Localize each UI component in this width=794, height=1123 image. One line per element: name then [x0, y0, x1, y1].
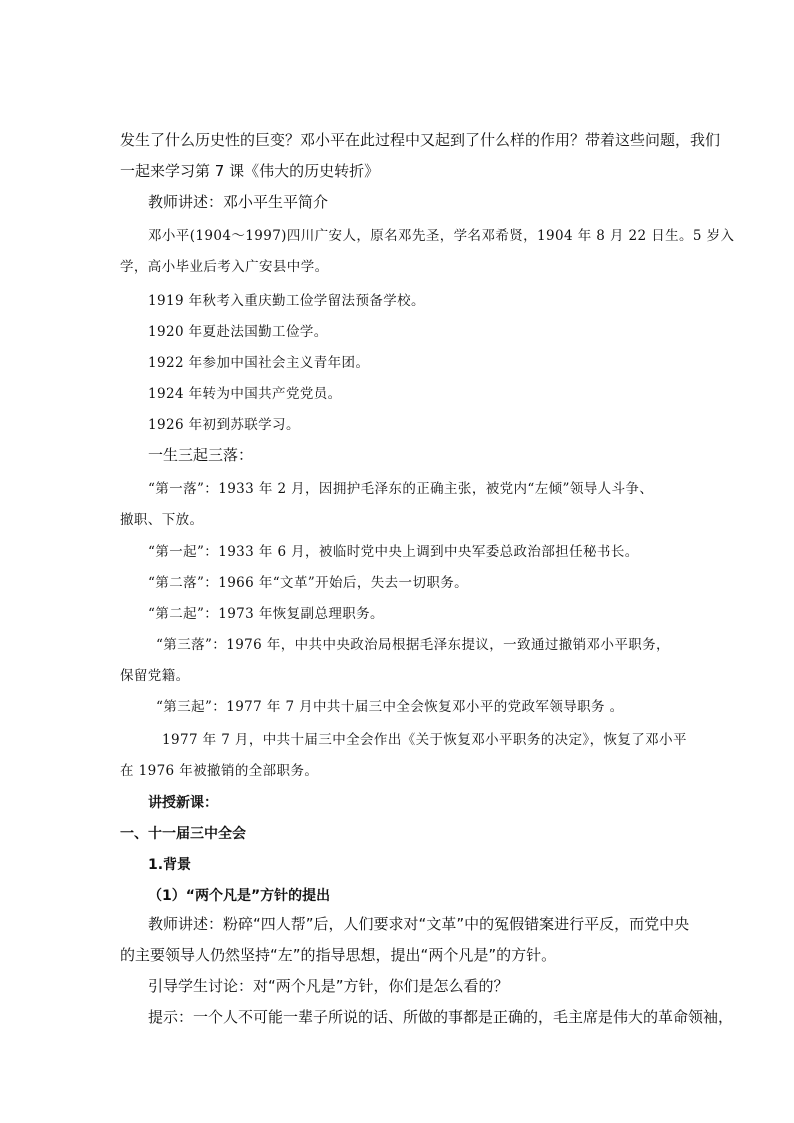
teacher-narration-line-1: 教师讲述：粉碎“四人帮”后，人们要求对“文革”中的冤假错案进行平反，而党中央: [148, 915, 690, 933]
bio-year-1919: 1919 年秋考入重庆勤工俭学留法预备学校。: [148, 293, 425, 309]
rise-2: “第二起”：1973 年恢复副总理职务。: [148, 606, 384, 622]
bio-year-1924: 1924 年转为中国共产党党员。: [148, 386, 342, 402]
fall-3-line-2: 保留党籍。: [120, 668, 190, 684]
discussion-hint: 提示：一个人不可能一辈子所说的话、所做的事都是正确的，毛主席是伟大的革命领袖，: [148, 1008, 734, 1026]
fall-1-line-2: 撤职、下放。: [120, 512, 204, 528]
fall-1-line-1: “第一落”：1933 年 2 月，因拥护毛泽东的正确主张，被党内“左倾”领导人斗争、: [148, 481, 654, 497]
intro-line-1: 发生了什么历史性的巨变？邓小平在此过程中又起到了什么样的作用？带着这些问题，我们: [120, 131, 721, 149]
student-discussion-prompt: 引导学生讨论：对“两个凡是”方针，你们是怎么看的？: [148, 977, 509, 995]
lesson-heading: 讲授新课：: [148, 795, 218, 811]
bio-year-1926: 1926 年初到苏联学习。: [148, 417, 300, 433]
intro-line-2: 一起来学习第 7 课《伟大的历史转折》: [120, 162, 380, 180]
subsection-two-whatevers: （1）“两个凡是”方针的提出: [148, 888, 331, 904]
fall-2: “第二落”：1966 年“文革”开始后，失去一切职务。: [148, 575, 469, 591]
bio-paragraph-line-1: 邓小平(1904～1997)四川广安人，原名邓先圣，学名邓希贤，1904 年 8 月 22 日生。5 岁入: [148, 228, 735, 244]
fall-3-line-1: “第三落”：1976 年，中共中央政治局根据毛泽东提议，一致通过撤销邓小平职务，: [156, 637, 670, 653]
bio-year-1920: 1920 年夏赴法国勤工俭学。: [148, 324, 328, 340]
bio-year-1922: 1922 年参加中国社会主义青年团。: [148, 355, 370, 371]
subsection-background: 1.背景: [148, 857, 192, 873]
bio-heading: 教师讲述：邓小平生平简介: [148, 193, 329, 211]
teacher-narration-line-2: 的主要领导人仍然坚持“左”的指导思想，提出“两个凡是”的方针。: [120, 946, 557, 964]
rise-3: “第三起”：1977 年 7 月中共十届三中全会恢复邓小平的党政军领导职务 。: [156, 699, 624, 715]
bio-paragraph-line-2: 学，高小毕业后考入广安县中学。: [120, 259, 329, 275]
ups-downs-heading: 一生三起三落：: [148, 446, 254, 464]
restoration-note-line-1: 1977 年 7 月，中共十届三中全会作出《关于恢复邓小平职务的决定》，恢复了邓小平: [162, 732, 687, 748]
section-heading-1: 一、十一届三中全会: [120, 826, 246, 842]
restoration-note-line-2: 在 1976 年被撤销的全部职务。: [120, 763, 319, 779]
rise-1: “第一起”：1933 年 6 月，被临时党中央上调到中央军委总政治部担任秘书长。: [148, 544, 639, 560]
